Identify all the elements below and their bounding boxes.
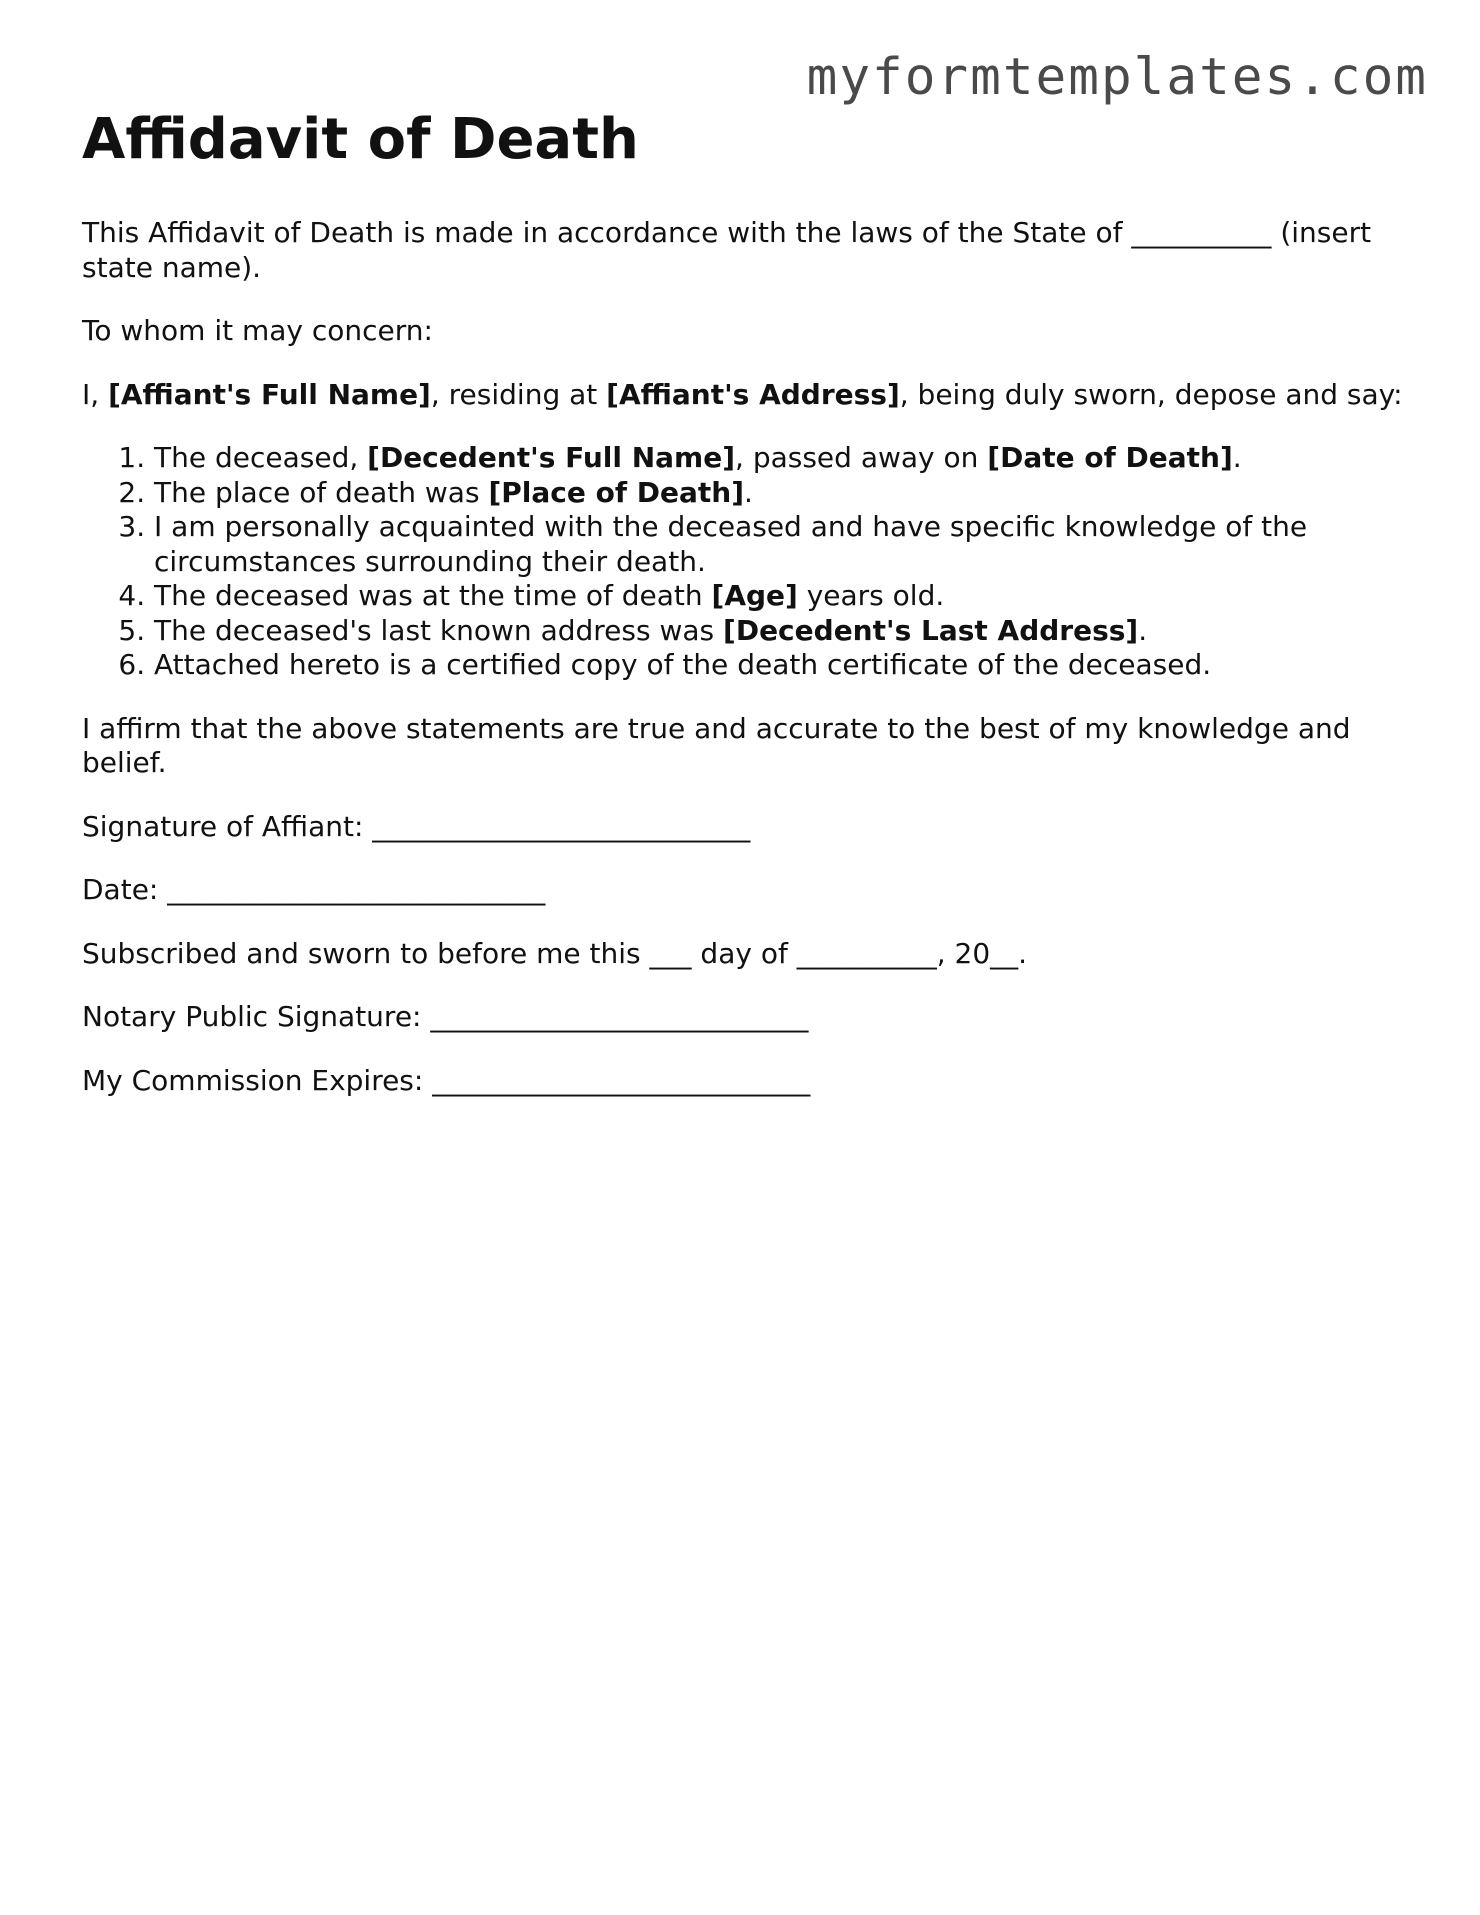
watermark-logo: myformtemplates.com (806, 48, 1428, 107)
statement-text: . (1232, 441, 1242, 474)
statement-item (154, 441, 1412, 476)
statement-item (154, 579, 1412, 614)
statement-text: , passed away on (735, 441, 988, 474)
statement-text: . (744, 475, 753, 509)
statement-text: I am personally acquainted with the deceased and have specific knowledge of the circumstances surrounding their death. (154, 510, 1308, 578)
affiant-address-placeholder: [Affiant's Address] (606, 377, 900, 411)
decedent-name-placeholder: [Decedent's Full Name] (367, 441, 736, 474)
notary-signature-line: Notary Public Signature: ___________________________ (82, 1000, 809, 1033)
statement-item (154, 614, 1412, 649)
affiant-signature-line: Signature of Affiant: ___________________________ (82, 809, 751, 843)
oath-suffix: , being duly sworn, depose and say: (899, 377, 1403, 411)
oath-paragraph (82, 378, 1412, 413)
statement-text: The deceased's last known address was (154, 613, 724, 647)
statement-item (154, 510, 1412, 579)
statement-item (154, 648, 1412, 683)
affidavit-document (82, 104, 1412, 1127)
oath-prefix: I, (82, 377, 109, 411)
statement-text: The deceased, (154, 441, 368, 474)
statement-text: . (1138, 613, 1148, 647)
commission-expires-line: My Commission Expires: ___________________________ (82, 1063, 811, 1097)
oath-mid: , residing at (430, 377, 607, 411)
age-placeholder: [Age] (711, 579, 798, 612)
affiant-name-placeholder: [Affiant's Full Name] (108, 377, 431, 411)
statement-text: The place of death was (154, 475, 489, 509)
salutation: To whom it may concern: (82, 314, 433, 347)
document-title: Affidavit of Death (82, 107, 639, 172)
last-address-placeholder: [Decedent's Last Address] (723, 613, 1139, 647)
statements-list (82, 441, 1412, 683)
affirmation-paragraph: I affirm that the above statements are true and accurate to the best of my knowledge and belief. (82, 711, 1351, 779)
sworn-line: Subscribed and sworn to before me this ___ day of __________, 20__. (82, 936, 1028, 970)
place-of-death-placeholder: [Place of Death] (488, 475, 744, 509)
statement-item (154, 476, 1412, 511)
statement-text: The deceased was at the time of death (154, 579, 712, 612)
statement-text: years old. (797, 579, 945, 612)
statement-text: Attached hereto is a certified copy of the death certificate of the deceased. (154, 648, 1212, 681)
intro-paragraph: This Affidavit of Death is made in accordance with the laws of the State of __________ (insert state name). (82, 216, 1372, 284)
date-of-death-placeholder: [Date of Death] (987, 441, 1233, 474)
date-line: Date: ___________________________ (82, 873, 546, 906)
